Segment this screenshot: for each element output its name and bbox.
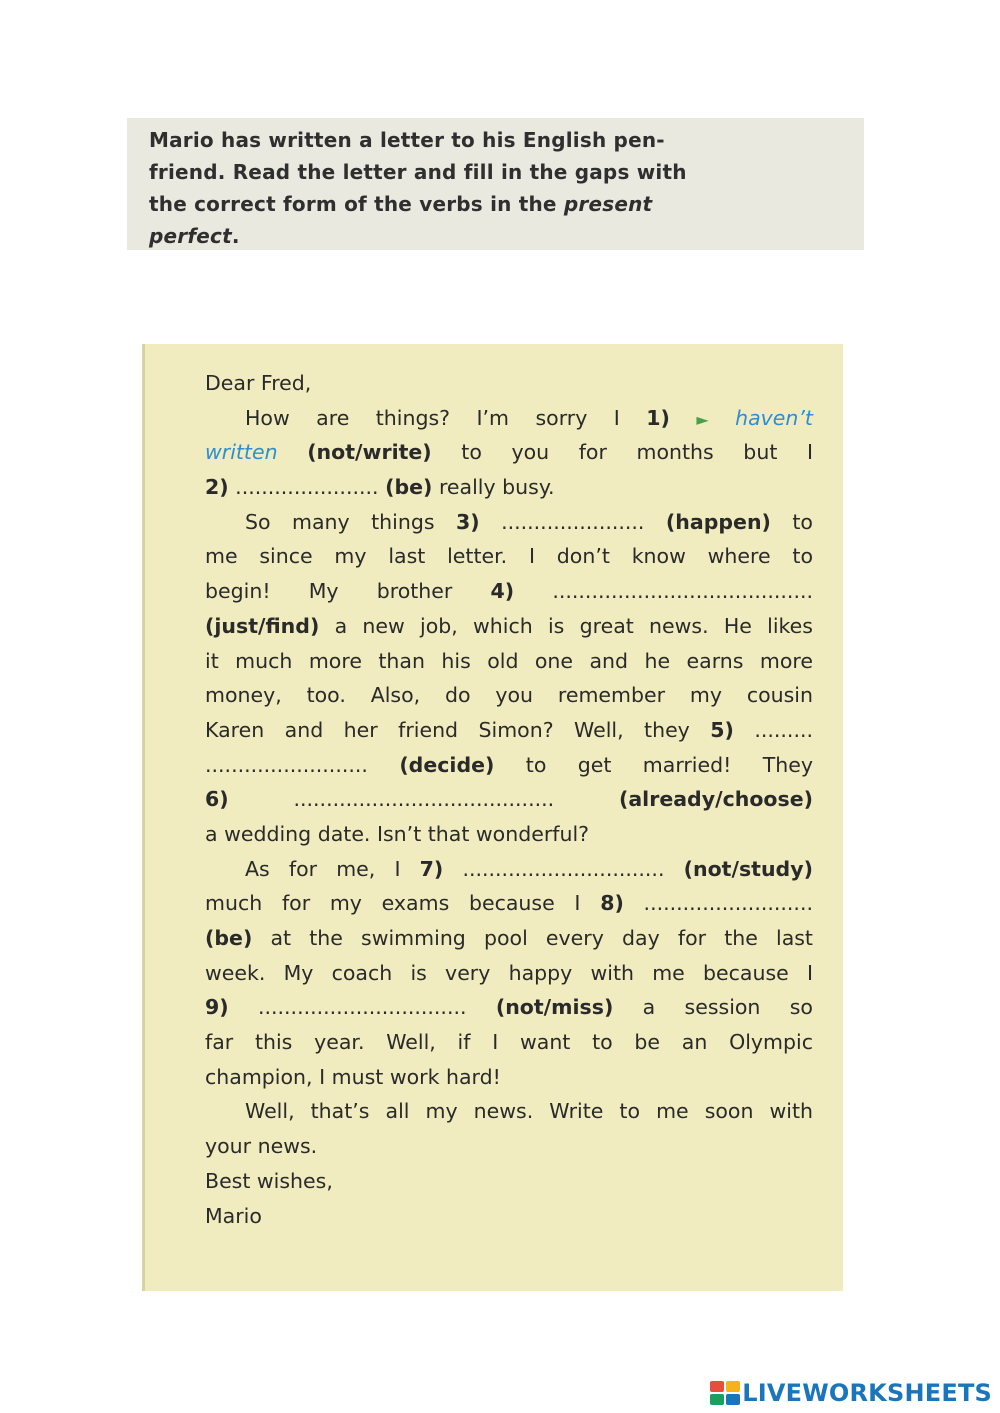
letter-line: How are things? I’m sorry I 1) ► haven’t (245, 405, 813, 430)
answer-gap-9[interactable]: ................................ (257, 995, 467, 1020)
gap-number-4: 4) (490, 579, 515, 604)
letter-line: So many things 3) ...................... (happen) to (245, 509, 813, 534)
letter-line: far this year. Well, if I want to be an Olympic (205, 1030, 813, 1055)
instructions-line-4: perfect. (149, 224, 240, 248)
letter-closing: Best wishes, (205, 1168, 333, 1193)
letter-line: week. My coach is very happy with me because I (205, 960, 813, 985)
letter-line: ......................... (decide) to get married! They (205, 752, 813, 777)
gap-number-6: 6) (205, 787, 229, 812)
gap-number-9: 9) (205, 995, 229, 1020)
logo-square-yellow (726, 1381, 740, 1392)
instructions-tense-word-2: perfect (149, 224, 232, 248)
letter-line: As for me, I 7) ............................... (not/study) (245, 856, 813, 881)
verb-hint-1: (not/write) (307, 440, 432, 465)
letter-line: me since my last letter. I don’t know where to (205, 544, 813, 569)
gap-number-8: 8) (600, 891, 624, 916)
letter-greeting: Dear Fred, (205, 371, 312, 395)
letter-line: it much more than his old one and he earns more (205, 648, 813, 673)
instructions-line-3: the correct form of the verbs in the present (149, 192, 653, 216)
verb-hint-4: (just/find) (205, 613, 320, 638)
letter-line (205, 782, 813, 817)
letter-line: (just/find) a new job, which is great news. He likes (205, 613, 813, 638)
letter-line: 2) ...................... (be) really busy. (205, 475, 555, 500)
instructions-tense-word-1: present (563, 192, 653, 216)
answer-gap-7[interactable]: ............................... (462, 856, 665, 881)
verb-hint-9: (not/miss) (495, 995, 614, 1020)
letter-line: begin! My brother 4) ........................................ (205, 579, 813, 604)
verb-hint-6: (already/choose) (618, 787, 813, 812)
logo-square-blue (726, 1394, 740, 1405)
logo-square-red (710, 1381, 724, 1392)
example-answer-1a: haven’t (735, 405, 813, 430)
answer-gap-4[interactable]: ........................................ (552, 579, 813, 604)
gap-number-1: 1) (646, 405, 670, 430)
answer-gap-6[interactable]: ........................................ (293, 787, 555, 812)
liveworksheets-logo-icon (710, 1381, 740, 1405)
verb-hint-7: (not/study) (683, 856, 813, 881)
answer-gap-3[interactable]: ...................... (501, 509, 645, 534)
answer-gap-5b[interactable]: ......................... (205, 752, 368, 777)
liveworksheets-brand (710, 1376, 992, 1410)
gap-number-5: 5) (710, 717, 734, 742)
instructions-line-2: friend. Read the letter and fill in the gaps with (149, 160, 687, 184)
letter-line: Well, that’s all my news. Write to me soon with (245, 1099, 813, 1124)
verb-hint-2: (be) (385, 475, 433, 500)
letter-line: much for my exams because I 8) .......................... (205, 891, 813, 916)
logo-square-green (710, 1394, 724, 1405)
letter-line: your news. (205, 1134, 318, 1159)
play-arrow-icon: ► (696, 409, 709, 429)
answer-gap-2[interactable]: ...................... (235, 475, 379, 500)
answer-gap-5a[interactable]: ......... (754, 717, 813, 742)
letter-signature: Mario (205, 1203, 262, 1228)
answer-gap-8[interactable]: .......................... (643, 891, 813, 916)
verb-hint-3: (happen) (665, 509, 771, 534)
gap-number-3: 3) (455, 509, 480, 534)
letter-line: money, too. Also, do you remember my cousin (205, 683, 813, 708)
letter-line: (be) at the swimming pool every day for the last (205, 926, 813, 950)
letter-line: 9) ................................ (not/miss) a session so (205, 995, 813, 1020)
verb-hint-5: (decide) (399, 752, 495, 777)
letter-panel (142, 344, 843, 1291)
letter-line: written (not/write) to you for months but I (205, 440, 813, 465)
instructions-line-1: Mario has written a letter to his English pen- (149, 128, 665, 152)
example-answer-1b: written (205, 440, 278, 465)
verb-hint-8: (be) (205, 926, 253, 950)
letter-line: champion, I must work hard! (205, 1064, 501, 1089)
brand-name: LIVEWORKSHEETS (742, 1379, 992, 1407)
gap-number-2: 2) (205, 475, 229, 500)
letter-line: Karen and her friend Simon? Well, they 5) ......... (205, 717, 813, 742)
gap-number-7: 7) (419, 856, 444, 881)
instructions-box (127, 118, 864, 250)
letter-line: a wedding date. Isn’t that wonderful? (205, 821, 590, 846)
